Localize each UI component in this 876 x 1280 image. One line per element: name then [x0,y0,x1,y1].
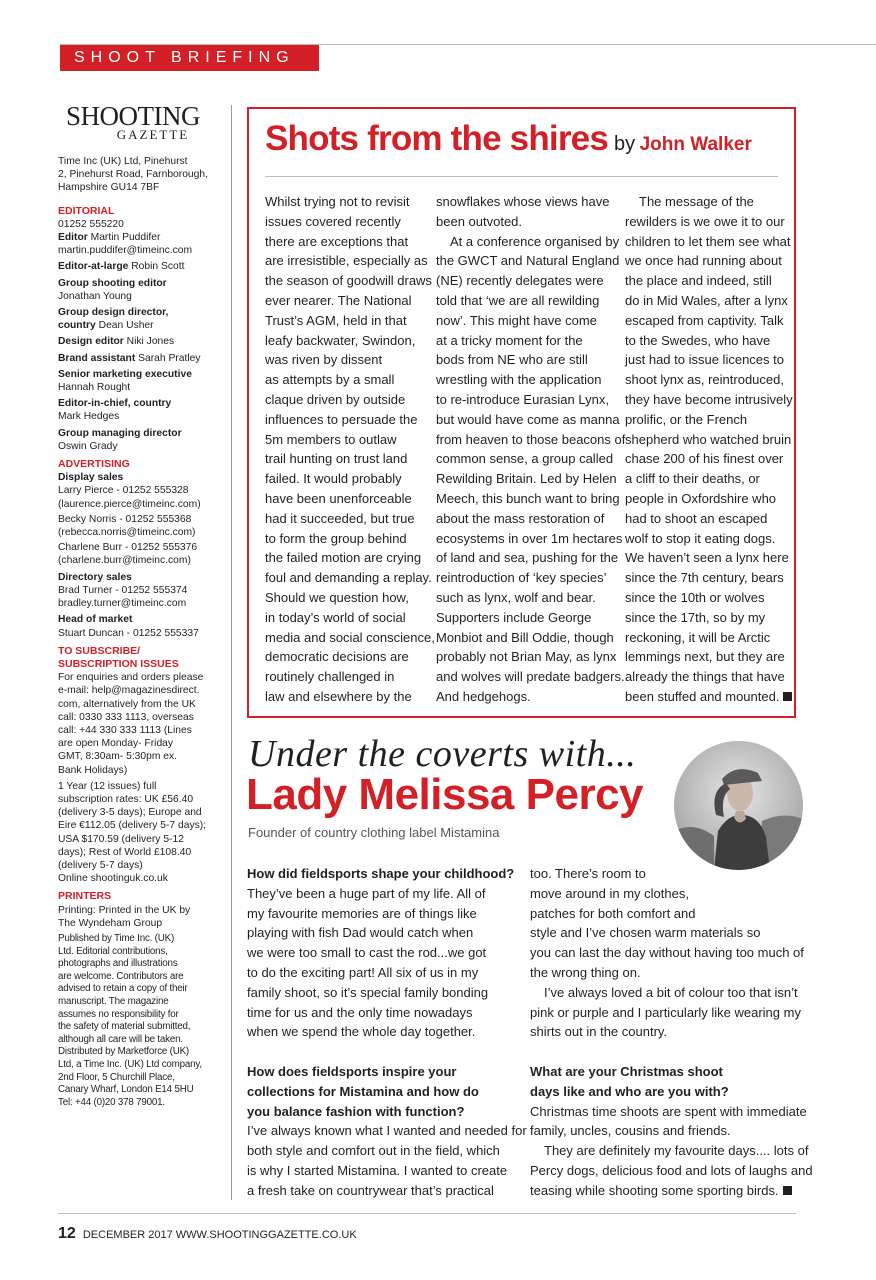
name: Sarah Pratley [135,352,201,364]
text-line: already the things that have [625,669,785,685]
column-text-1 [265,192,435,707]
legal-notice [58,933,208,1109]
text-line: had to shoot an escaped [625,510,768,526]
column-box [247,107,796,718]
text-line: had it succeeded, but true [265,510,415,526]
text-line: routinely challenged in [265,669,395,685]
text-line: reintroduction of ‘key species’ [436,570,607,586]
legal-line: Ltd, a Time Inc. (UK) Ltd company, [58,1058,202,1070]
interview-subtitle: Founder of country clothing label Mistamina [248,825,500,840]
interview-kicker: Under the coverts with... [248,733,637,775]
answer-line: is why I started Mistamina. I wanted to create [247,1162,508,1178]
interview-name: Lady Melissa Percy [246,770,644,819]
answer-line [530,1181,813,1201]
directory-sales-heading: Directory sales [58,571,132,583]
interview-column-1 [247,864,527,1201]
advertising-heading: ADVERTISING [58,458,130,471]
answer-line: a fresh take on countrywear that’s practical [247,1182,494,1198]
role: Senior marketing executive [58,368,192,380]
shooting-gazette-logo [58,101,208,142]
interview-column-2 [530,864,813,1201]
address-line: 2, Pinehurst Road, Farnborough, [58,169,208,181]
role: Brand assistant [58,352,136,364]
role: Group shooting editor [58,277,167,289]
question-2: How does fieldsports inspire your [247,1063,457,1079]
answer-line: They are definitely my favourite days.... lots of [544,1143,809,1159]
editor-credit [58,231,208,244]
portrait-illustration [674,741,803,870]
contact-line: (charlene.burr@timeinc.com) [58,555,191,567]
text-line: shepherd who watched bruin [625,431,792,447]
answer-line: patches for both comfort and [530,905,696,921]
legal-line: the safety of material submitted, [58,1021,191,1033]
byline-author: John Walker [639,134,752,155]
logo-main: SHOOTING [66,101,200,131]
text-line [625,687,793,707]
page-footer [58,1225,357,1243]
footer-text: DECEMBER 2017 WWW.SHOOTINGGAZETTE.CO.UK [82,1229,357,1241]
editor-at-large-credit [58,260,208,273]
subscribe-line: e-mail: help@magazinesdirect. [58,685,200,697]
text-line: been outvoted. [436,213,523,229]
text-line: We haven’t seen a lynx here [625,550,789,566]
byline-by: by [614,133,636,155]
answer-line: pink or purple and I particularly like wearing my [530,1004,801,1020]
text-line: And hedgehogs. [436,688,531,704]
answer-line: shirts out in the country. [530,1024,668,1040]
rates-line: (delivery 3-5 days); Europe and [58,807,202,819]
rates-line: Online shootinguk.co.uk [58,873,168,885]
question-2: you balance fashion with function? [247,1103,465,1119]
legal-line: although all care will be taken. [58,1033,183,1045]
text-line: failed. It would probably [265,471,402,487]
legal-line: Tel: +44 (0)20 378 79001. [58,1096,165,1108]
editorial-heading: EDITORIAL [58,204,115,217]
rates-line: USA $170.59 (delivery 5-12 [58,833,184,845]
text-line: as attempts by a small [265,372,395,388]
text-line: shoot lynx as, reintroduced, [625,372,784,388]
text-line: trail hunting on trust land [265,451,408,467]
text-line: just had to issue licences to [625,352,784,368]
text-line: in today’s world of social [265,609,406,625]
text-line: media and social conscience, [265,629,435,645]
subscribe-heading: TO SUBSCRIBE/ [58,644,141,657]
question-3: What are your Christmas shoot [530,1063,723,1079]
text-line: common sense, a group called [436,451,614,467]
text-line: ever nearer. The National [265,292,412,308]
text-line: Monbiot and Bill Oddie, though [436,629,614,645]
column-text-3 [625,192,793,707]
end-mark-icon [783,1186,792,1195]
text-line: people in Oxfordshire who [625,490,777,506]
answer-line: to do the exciting part! All six of us in my [247,964,479,980]
editor-email: martin.puddifer@timeinc.com [58,245,193,257]
publisher-address [58,155,208,195]
answer-line: too. There’s room to [530,866,646,881]
text-line: since the 10th or wolves [625,589,765,605]
group-design-credit [58,319,208,332]
text-line: At a conference organised by [450,233,620,249]
text-line: Meech, this bunch want to bring [436,490,620,506]
text-line: 5m members to outlaw [265,431,397,447]
contact-line: bradley.turner@timeinc.com [58,598,187,610]
legal-line: Ltd. Editorial contributions, [58,945,168,957]
role: Editor-in-chief, country [58,398,172,410]
text-line: told that ‘we are all rewilding [436,292,600,308]
text-line: but would have come as manna [436,411,620,427]
text-line: at a tricky moment for the [436,332,583,348]
contact-line: Charlene Burr - 01252 555376 [58,542,198,554]
subscribe-line: are open Monday- Friday [58,738,174,750]
legal-line: Distributed by Marketforce (UK) [58,1046,189,1058]
last-line: teasing while shooting some sporting birds. [530,1182,779,1198]
answer-line: when we spend the whole day together. [247,1024,476,1040]
text-line: rewilders is we owe it to our [625,213,785,229]
rates-line: (delivery 5-7 days) [58,859,143,871]
answer-line: family shoot, so it’s special family bonding [247,984,489,1000]
text-line: prolific, or the French [625,411,748,427]
answer-line: style and I’ve chosen warm materials so [530,925,761,941]
question-3: days like and who are you with? [530,1083,729,1099]
text-line: are irresistible, especially as [265,253,428,269]
text-line: Supporters include George [436,609,592,625]
name: Dean Usher [95,320,154,332]
answer-line: Christmas time shoots are spent with immediate [530,1103,807,1119]
design-editor-credit [58,335,208,348]
contact-line: (rebecca.norris@timeinc.com) [58,527,196,539]
rates-line: Eire €112.05 (delivery 5-7 days); [58,820,207,832]
address-line: Time Inc (UK) Ltd, Pinehurst [58,156,188,167]
column-text-2 [436,192,625,707]
answer-line: you can last the day without having too much of [530,945,804,961]
text-line: such as lynx, wolf and bear. [436,589,596,605]
text-line: there are exceptions that [265,233,409,249]
text-line: the place and indeed, still [625,273,772,289]
rates-line: 1 Year (12 issues) full [58,780,157,792]
legal-line: 2nd Floor, 5 Churchill Place, [58,1071,175,1083]
subscribe-line: com, alternatively from the UK [58,698,196,710]
text-line: leafy backwater, Swindon, [265,332,416,348]
text-line: Whilst trying not to revisit [265,194,410,209]
text-line: claque driven by outside [265,391,406,407]
role: country [58,320,96,332]
text-line: we once had running about [625,253,782,269]
text-line: Trust’s AGM, held in that [265,312,407,328]
name: Jonathan Young [58,290,132,302]
text-line: since the 7th century, bears [625,570,784,586]
text-line: Rewilding Britain. Led by Helen [436,471,617,487]
contact-line: Brad Turner - 01252 555374 [58,584,188,596]
role: Group managing director [58,427,182,439]
name: Mark Hedges [58,411,120,423]
answer-line: Percy dogs, delicious food and lots of laughs and [530,1162,813,1178]
head-of-market-heading: Head of market [58,614,133,626]
column-headline: Shots from the shires [265,119,608,158]
name: Hannah Rought [58,382,131,394]
text-line: and wolves will predate badgers. [436,669,625,685]
answer-line: family, uncles, cousins and friends. [530,1123,731,1139]
last-line: been stuffed and mounted. [625,688,780,704]
page-number: 12 [58,1225,76,1242]
text-line: ecosystems in over 1m hectares [436,530,623,546]
text-line: (NE) recently delegates were [436,273,604,289]
answer-line: my favourite memories are of things like [247,905,477,921]
text-line: since the 17th, so by my [625,609,766,625]
name: Robin Scott [128,261,185,273]
name: Oswin Grady [58,440,118,452]
display-sales-heading: Display sales [58,472,124,484]
legal-line: Canary Wharf, London E14 5HU [58,1084,194,1096]
text-line: wrestling with the application [436,372,602,388]
text-line: about the mass restoration of [436,510,605,526]
legal-line: photographs and illustrations [58,958,178,970]
text-line: was riven by dissent [265,352,383,368]
text-line: of land and sea, pushing for the [436,550,619,566]
subscribe-line: call: 0330 333 1113, overseas [58,711,194,723]
answer-line: time for us and the only time nowadays [247,1004,473,1020]
text-line: probably not Brian May, as lynx [436,649,617,665]
answer-line: I’ve always known what I wanted and needed for [247,1123,527,1139]
text-line: issues covered recently [265,213,401,229]
answer-line: They’ve been a huge part of my life. All of [247,885,486,901]
answer-line: both style and comfort out in the field, which [247,1143,500,1159]
text-line: snowflakes whose views have [436,194,610,209]
role: Editor-at-large [58,261,129,273]
role: Design editor [58,336,124,348]
subscribe-heading: SUBSCRIPTION ISSUES [58,657,179,670]
logo-sub: GAZETTE [116,127,190,142]
printers-heading: PRINTERS [58,890,112,903]
subscribe-line: For enquiries and orders please [58,672,204,684]
column-title [265,119,752,159]
subscribe-line: GMT, 8:30am- 5:30pm ex. [58,751,178,763]
subscribe-line: call: +44 330 333 1113 (Lines [58,724,192,736]
name: Niki Jones [123,336,175,348]
brand-assistant-credit [58,352,208,365]
text-line: law and elsewhere by the [265,688,412,704]
text-line: the season of goodwill draws [265,273,432,289]
text-line: foul and demanding a replay. [265,570,432,586]
printers-line: Printing: Printed in the UK by [58,904,191,916]
text-line: from heaven to those beacons of [436,431,626,447]
text-line: lemmings next, but they are [625,649,785,665]
text-line: Should we question how, [265,589,409,605]
name: Martin Puddifer [87,232,161,244]
answer-line: the wrong thing on. [530,964,641,980]
text-line: influences to persuade the [265,411,418,427]
text-line: to the Swedes, who have [625,332,771,348]
text-line: wolf to stop it eating dogs. [625,530,776,546]
text-line: to form the group behind [265,530,407,546]
text-line: have been unenforceable [265,490,412,506]
legal-line: are welcome. Contributors are [58,970,184,982]
text-line: bods from NE who are still [436,352,588,368]
answer-line: I’ve always loved a bit of colour too that isn’t [544,984,798,1000]
rates-line: subscription rates: UK £56.40 [58,793,194,805]
text-line: do in Mid Wales, after a lynx [625,292,788,308]
role: Group design director, [58,307,169,319]
contact-line: Stuart Duncan - 01252 555337 [58,627,199,639]
text-line: the failed motion are crying [265,550,422,566]
address-line: Hampshire GU14 7BF [58,182,160,194]
text-line: now’. This might have come [436,312,597,328]
sidebar-divider [231,105,232,1200]
subscribe-line: Bank Holidays) [58,764,128,776]
text-line: reckoning, it will be Arctic [625,629,771,645]
contact-line: Larry Pierce - 01252 555328 [58,485,189,497]
text-line: a cliff to their deaths, or [625,471,760,487]
legal-line: assumes no responsibility for [58,1008,179,1020]
portrait-photo [674,741,803,870]
section-banner: SHOOT BRIEFING [60,45,319,71]
text-line: escaped from captivity. Talk [625,312,784,328]
text-line: democratic decisions are [265,649,409,665]
contact-line: (laurence.pierce@timeinc.com) [58,498,201,510]
legal-line: advised to retain a copy of their [58,983,188,995]
role: Editor [58,232,88,244]
text-line: The message of the [639,194,754,209]
text-line: the GWCT and Natural England [436,253,620,269]
legal-line: manuscript. The magazine [58,995,169,1007]
end-mark-icon [783,692,792,701]
question-2: collections for Mistamina and how do [247,1083,479,1099]
text-line: chase 200 of his finest over [625,451,784,467]
text-line: children to let them see what [625,233,791,249]
masthead-sidebar [58,101,208,1109]
answer-line: playing with fish Dad would catch when [247,925,474,941]
legal-line: Published by Time Inc. (UK) [58,932,175,944]
footer-rule [58,1213,796,1214]
answer-line: we were too small to cast the rod...we got [247,945,487,961]
answer-line: move around in my clothes, [530,885,689,901]
text-line: to re-introduce Eurasian Lynx, [436,391,609,407]
printers-line: The Wyndeham Group [58,917,163,929]
editorial-phone: 01252 555220 [58,218,124,230]
text-line: they have become intrusively [625,391,793,407]
rates-line: days); Rest of World £108.40 [58,846,192,858]
question-1: How did fieldsports shape your childhood? [247,866,515,881]
title-rule [265,176,778,177]
contact-line: Becky Norris - 01252 555368 [58,513,192,525]
